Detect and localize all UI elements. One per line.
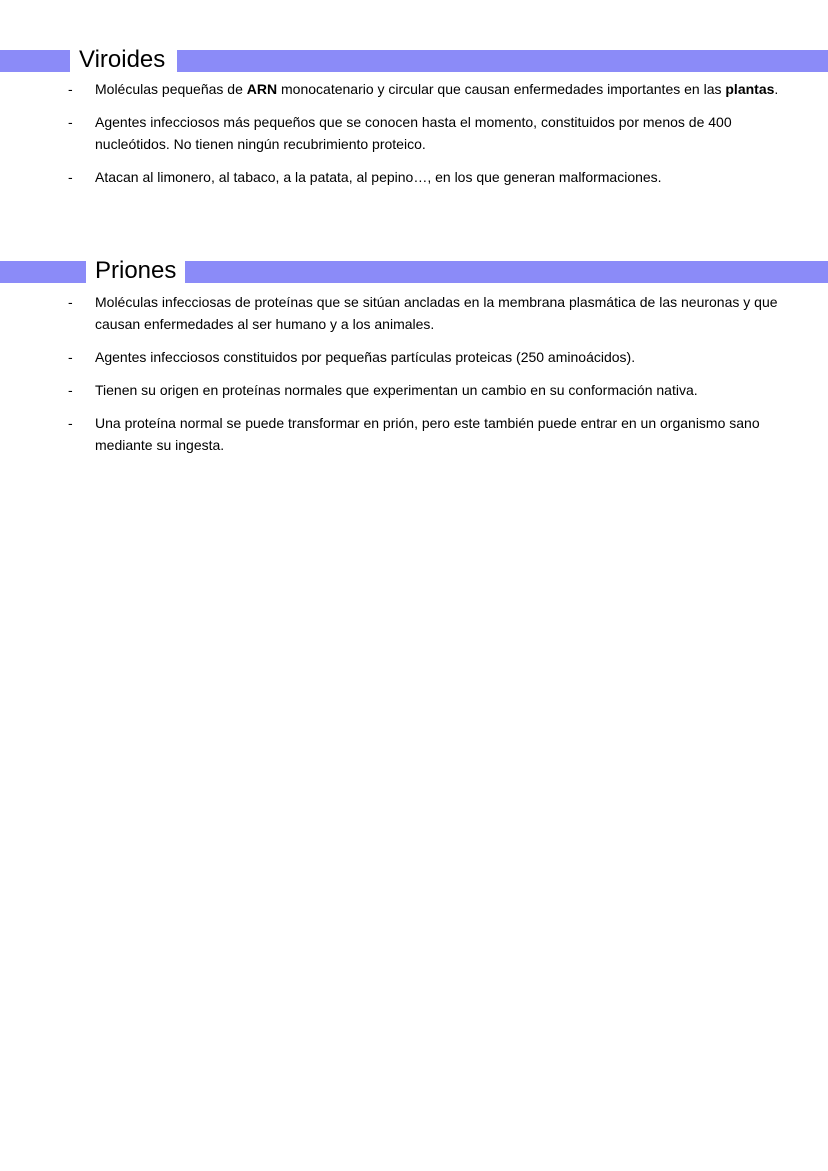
section-priones (0, 257, 828, 453)
list-item (0, 78, 828, 100)
bullet-dash: - (68, 81, 73, 97)
list-item (0, 412, 828, 456)
heading-bar-right (185, 261, 828, 283)
item-text: Agentes infecciosos más pequeños que se conocen hasta el momento, constituidos por menos de 400 nucleótidos. No tienen ningún recubrimiento proteico. (95, 114, 732, 152)
viroides-list (0, 78, 828, 199)
list-item (0, 166, 828, 188)
item-text: . (774, 81, 779, 97)
bold-term: ARN (246, 81, 278, 97)
item-text: Moléculas pequeñas de (95, 81, 247, 97)
bullet-dash: - (68, 169, 73, 185)
section-heading (0, 46, 828, 74)
item-text: monocatenario y circular que causan enfermedades importantes en las (277, 81, 726, 97)
section-heading (0, 257, 828, 285)
heading-priones: Priones (92, 257, 179, 285)
priones-list (0, 291, 828, 467)
section-viroides (0, 46, 828, 185)
list-item (0, 346, 828, 368)
heading-bar-left (0, 50, 70, 72)
bullet-dash: - (68, 294, 73, 310)
item-text: Moléculas infecciosas de proteínas que se sitúan ancladas en la membrana plasmática de las neuronas y que causan enfermedades al ser humano y a los animales. (95, 294, 778, 332)
list-item (0, 291, 828, 335)
list-item (0, 379, 828, 401)
heading-viroides: Viroides (76, 46, 168, 74)
bold-term: plantas (725, 81, 775, 97)
list-item (0, 111, 828, 155)
bullet-dash: - (68, 415, 73, 431)
bullet-dash: - (68, 114, 73, 130)
bullet-dash: - (68, 382, 73, 398)
item-text: Una proteína normal se puede transformar en prión, pero este también puede entrar en un organismo sano mediante su ingesta. (95, 415, 760, 453)
heading-bar-right (177, 50, 828, 72)
bullet-dash: - (68, 349, 73, 365)
heading-bar-left (0, 261, 86, 283)
item-text: Atacan al limonero, al tabaco, a la patata, al pepino…, en los que generan malformaciones. (95, 169, 662, 185)
item-text: Agentes infecciosos constituidos por pequeñas partículas proteicas (250 aminoácidos). (95, 349, 636, 365)
item-text: Tienen su origen en proteínas normales que experimentan un cambio en su conformación nativa. (95, 382, 698, 398)
